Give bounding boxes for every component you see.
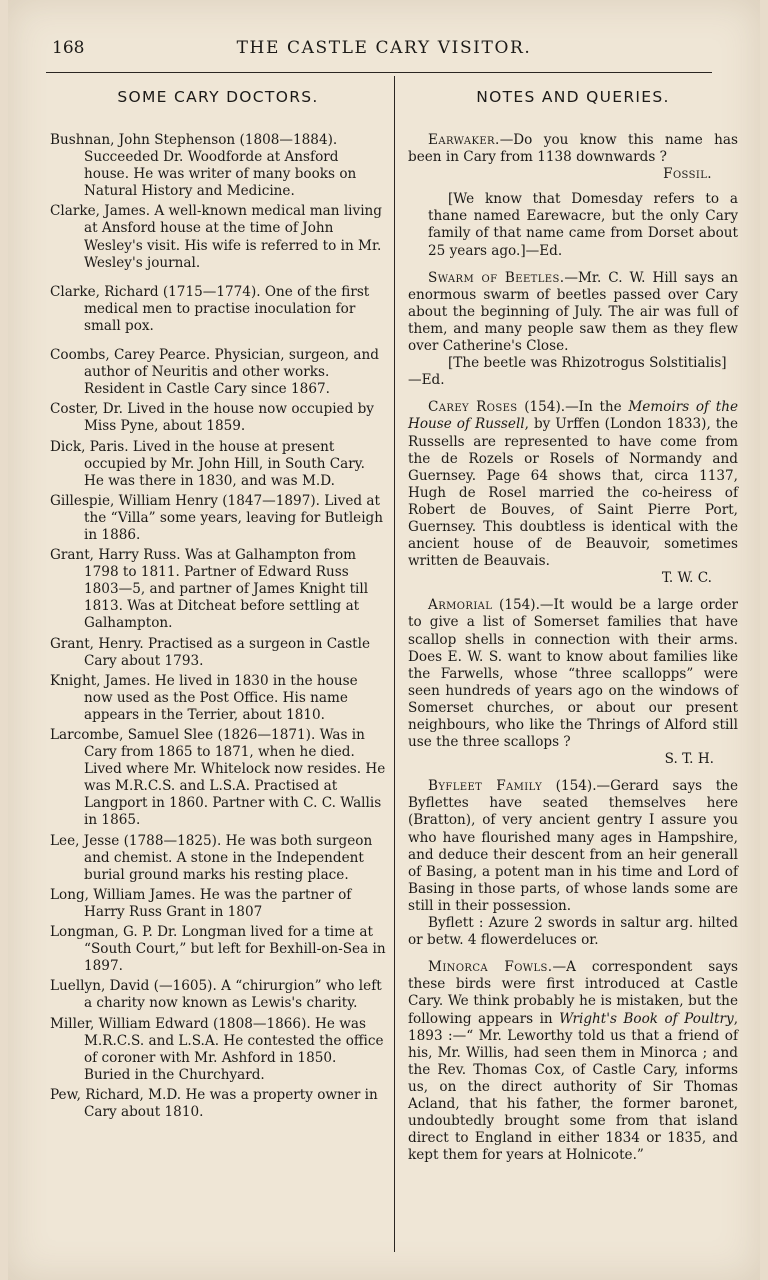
doctor-entry: Bushnan, John Stephenson (1808—1884). Succeeded Dr. Woodforde at Ansford house. He was writer of many books on Natural History and Medicine. — [50, 132, 357, 200]
note-heading: Armorial — [428, 597, 493, 614]
doctor-entry: Dick, Paris. Lived in the house at present occupied by Mr. John Hill, in South Cary. He was there in 1830, and was M.D. — [50, 438, 365, 489]
doctor-entry: Longman, G. P. Dr. Longman lived for a time at “South Court,” but left for Bexhill-on-Sea in 1897. — [50, 924, 386, 975]
column-divider — [394, 76, 395, 1252]
doctor-entry: Knight, James. He lived in 1830 in the house now used as the Post Office. His name appears in the Terrier, about 1810. — [50, 672, 358, 723]
editor-reply: [We know that Domesday refers to a thane named Earewacre, but the only Cary family of that name came from Dorset about 25 years ago.]—Ed. — [428, 191, 738, 259]
note-text: —Mr. C. W. Hill says an enormous swarm of beetles passed over Cary about the beginning of July. The air was full of them, and many people saw them as they flew over Catherine's Close. — [408, 269, 738, 355]
doctor-entry: Clarke, James. A well-known medical man living at Ansford house at the time of John Wesley's visit. His wife is referred to in Mr. Wesley's journal. — [50, 203, 382, 271]
note-heading: Earwaker. — [428, 132, 500, 148]
doctor-entry: Pew, Richard, M.D. He was a property owner in Cary about 1810. — [50, 1086, 378, 1120]
note-byfleet — [408, 778, 738, 949]
note-text: —Do you know this name has been in Cary from 1138 downwards ? — [408, 132, 738, 166]
note-ref: (154). — [492, 597, 540, 614]
note-signature: S. T. H. — [664, 751, 714, 768]
note-text: —In the — [565, 399, 629, 416]
doctors-list — [50, 132, 386, 1121]
page-header — [38, 38, 730, 64]
note-heading: Swarm of Beetles. — [428, 269, 565, 286]
header-rule — [46, 72, 712, 73]
doctor-entry: Coster, Dr. Lived in the house now occupied by Miss Pyne, about 1859. — [50, 401, 374, 435]
note-beetles — [408, 270, 738, 390]
doctor-entry: Larcombe, Samuel Slee (1826—1871). Was in Cary from 1865 to 1871, when he died. Lived where Mr. Whitelock now resides. He was M.R.C.S. and L.S.A. Practised at Langport in 1860. Partner with C. C. Wallis in 1865. — [50, 727, 386, 829]
note-heading: Minorca Fowls. — [428, 959, 553, 976]
note-ref: (154). — [517, 399, 566, 416]
editor-sign: —Ed. — [408, 372, 445, 389]
right-column — [408, 84, 738, 1174]
doctor-entry: Miller, William Edward (1808—1866). He was M.R.C.S. and L.S.A. He contested the office of coroner with Mr. Ashford in 1850. Buried in the Churchyard. — [50, 1015, 384, 1083]
note-text: —It would be a large order to give a list of Somerset families that have scallop shells in connection with their arms. Does E. W. S. want to know about families like the Farwells, whose “three scallopps” were seen hundreds of years ago on the windows of Somerset churches, or about our present neighbours, who like the Thrings of Alford still use the three scallops ? — [408, 597, 738, 751]
doctor-entry: Clarke, Richard (1715—1774). One of the first medical men to practise inoculation for small pox. — [50, 283, 370, 334]
doctor-entry: Long, William James. He was the partner of Harry Russ Grant in 1807 — [50, 886, 352, 920]
book-title: Memoirs of the House of Russell — [408, 399, 738, 433]
note-ref: (154). — [542, 778, 597, 795]
page-sheet — [8, 0, 760, 1280]
note-text: —Gerard says the Byflettes have seated themselves here (Bratton), of very ancient gentry I assure you who have flourished many ages in Hampshire, and deduce their descent from an heir generall of Basing, a potent man in his time and Lord of Basing in those parts, of whose lands some are still in their possession. — [408, 778, 738, 914]
page-number: 168 — [52, 38, 85, 58]
doctor-entry: Gillespie, William Henry (1847—1897). Lived at the “Villa” some years, leaving for Butleigh in 1886. — [50, 492, 384, 543]
note-signature: T. W. C. — [661, 570, 712, 587]
note-text: —A correspondent says these birds were first introduced at Castle Cary. We think probably he is mistaken, but the following appears in — [408, 959, 738, 1027]
left-column-title: SOME CARY DOCTORS. — [117, 88, 319, 106]
left-column — [50, 84, 386, 1124]
note-carey-roses — [408, 399, 738, 587]
book-title: Wright's Book of Poultry — [559, 1010, 734, 1027]
note-armorial — [408, 597, 738, 768]
note-minorca — [408, 959, 738, 1164]
note-text: , 1893 :—“ Mr. Leworthy told us that a friend of his, Mr. Willis, had seen them in Minorca ; and the Rev. Thomas Cox, of Castle Cary, informs us, on the direct authority of Sir Thomas Acland, that his father, the former baronet, undoubtedly brought some from that island direct to England in either 1834 or 1835, and kept them for years at Holnicote.” — [408, 1010, 739, 1164]
note-heading: Byfleet Family — [428, 778, 543, 795]
doctor-entry: Coombs, Carey Pearce. Physician, surgeon, and author of Neuritis and other works. Resident in Castle Cary since 1867. — [50, 347, 379, 398]
note-text: , by Urffen (London 1833), the Russells are represented to have come from the de Rozels or Rosels of Normandy and Guernsey. Page 64 shows that, circa 1137, Hugh de Rosel married the co-heiress of Robert de Bouves, of Saint Pierre Port, Guernsey. This doubtless is identical with the ancient house of de Beauvoir, sometimes written de Beauvais. — [408, 416, 738, 570]
doctor-entry: Luellyn, David (—1605). A “chirurgion” who left a charity now known as Lewis's charity. — [50, 978, 382, 1012]
note-heading: Carey Roses — [428, 399, 518, 416]
notes-list — [408, 132, 738, 1164]
note-signature: Fossil. — [663, 166, 712, 183]
doctor-entry: Grant, Henry. Practised as a surgeon in Castle Cary about 1793. — [50, 635, 371, 669]
running-title: THE CASTLE CARY VISITOR. — [236, 38, 532, 58]
right-column-title: NOTES AND QUERIES. — [476, 88, 670, 106]
doctor-entry: Lee, Jesse (1788—1825). He was both surgeon and chemist. A stone in the Independent burial ground marks his resting place. — [50, 832, 373, 883]
doctor-entry: Grant, Harry Russ. Was at Galhampton from 1798 to 1811. Partner of Edward Russ 1803—5, and partner of James Knight till 1813. Was at Ditcheat before settling at Galhampton. — [50, 547, 369, 632]
editor-reply: [The beetle was Rhizotrogus Solstitialis] — [448, 355, 727, 372]
arms-description: Byflett : Azure 2 swords in saltur arg. hilted or betw. 4 flowerdeluces or. — [408, 915, 738, 949]
note-earwaker — [408, 132, 738, 260]
